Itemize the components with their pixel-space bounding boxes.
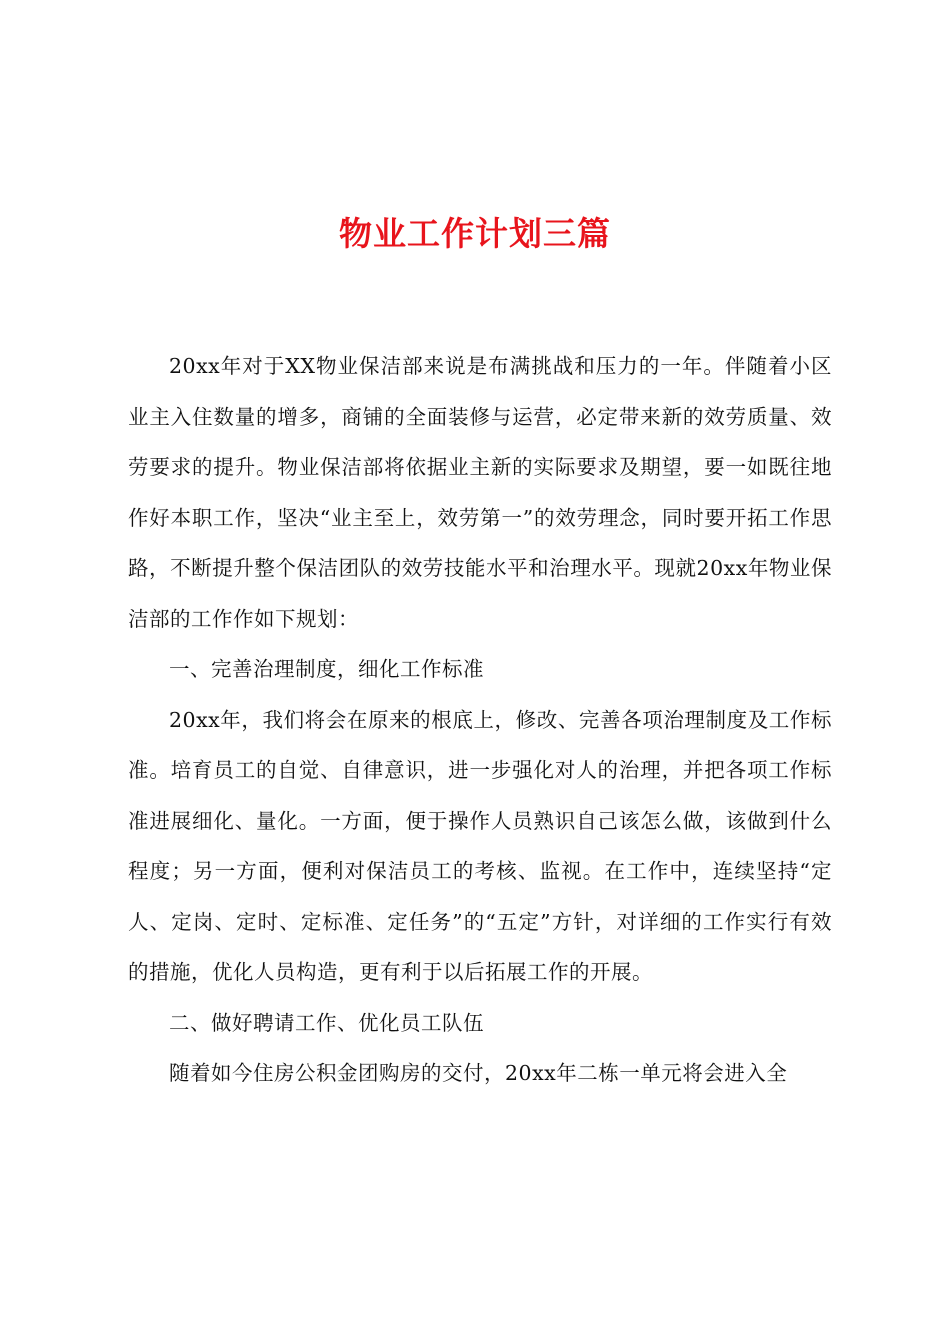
paragraph-section-1: 20xx年，我们将会在原来的根底上，修改、完善各项治理制度及工作标准。培育员工的自觉、自律意识，进一步强化对人的治理，并把各项工作标准进展细化、量化。一方面，便于操作人员熟识自己该怎么做，该做到什么程度；另一方面，便利对保洁员工的考核、监视。在工作中，连续坚持“定人、定岗、定时、定标准、定任务”的“五定”方针，对详细的工作实行有效的措施，优化人员构造，更有利于以后拓展工作的开展。 bbox=[128, 707, 832, 984]
section-heading-1: 一、完善治理制度，细化工作标准 bbox=[169, 657, 484, 681]
paragraph-section-2: 随着如今住房公积金团购房的交付，20xx年二栋一单元将会进入全 bbox=[169, 1061, 788, 1085]
document-title: 物业工作计划三篇 bbox=[339, 214, 611, 253]
document-body bbox=[128, 341, 832, 1099]
paragraph-intro: 20xx年对于XX物业保洁部来说是布满挑战和压力的一年。伴随着小区业主入住数量的增多，商铺的全面装修与运营，必定带来新的效劳质量、效劳要求的提升。物业保洁部将依据业主新的实际要求及期望，要一如既往地作好本职工作，坚决“业主至上，效劳第一”的效劳理念，同时要开拓工作思路，不断提升整个保洁团队的效劳技能水平和治理水平。现就20xx年物业保洁部的工作作如下规划： bbox=[128, 354, 832, 631]
section-heading-2: 二、做好聘请工作、优化员工队伍 bbox=[169, 1010, 484, 1035]
